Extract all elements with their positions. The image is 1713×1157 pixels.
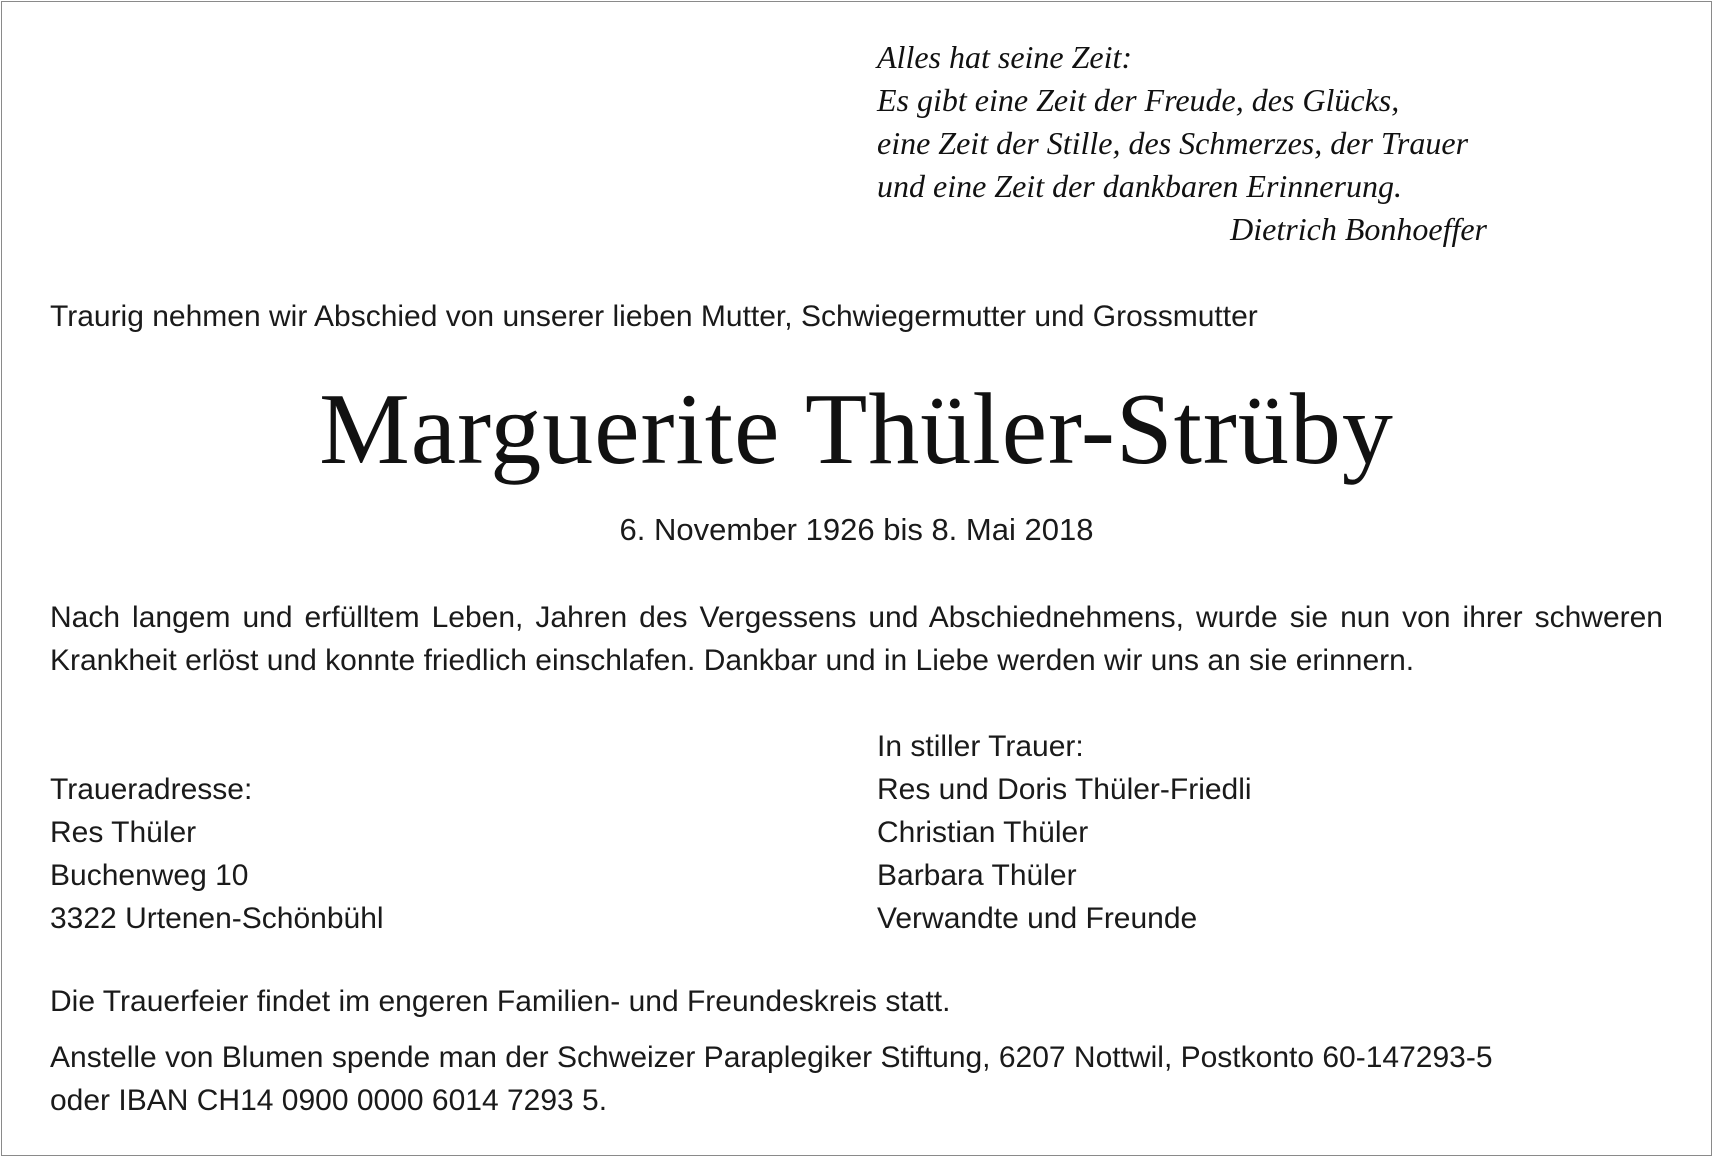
mourner-name: Verwandte und Freunde xyxy=(877,902,1198,935)
mourner-name: Christian Thüler xyxy=(877,816,1089,849)
mourner-name: Barbara Thüler xyxy=(877,859,1077,892)
donation-line: Anstelle von Blumen spende man der Schweizer Paraplegiker Stiftung, 6207 Nottwil, Postkonto 60-147293-5 xyxy=(50,1041,1493,1074)
mourning-address-block xyxy=(50,768,384,940)
address-line: Res Thüler xyxy=(50,816,197,849)
quote-line: eine Zeit der Stille, des Schmerzes, der Trauer xyxy=(877,125,1469,161)
intro-text: Traurig nehmen wir Abschied von unserer lieben Mutter, Schwiegermutter und Grossmutter xyxy=(50,300,1258,333)
quote-line: Alles hat seine Zeit: xyxy=(877,39,1133,75)
body-paragraph: Nach langem und erfülltem Leben, Jahren des Vergessens und Abschiednehmens, wurde sie nun von ihrer schweren Krankheit erlöst und konnte friedlich einschlafen. Dankbar und in Liebe werden wir uns an sie erinnern. xyxy=(50,601,1663,677)
quote-line: Es gibt eine Zeit der Freude, des Glücks, xyxy=(877,82,1400,118)
bonhoeffer-quote xyxy=(877,36,1517,251)
donation-line: oder IBAN CH14 0900 0000 6014 7293 5. xyxy=(50,1084,608,1117)
quote-author: Dietrich Bonhoeffer xyxy=(1230,211,1487,247)
life-dates: 6. November 1926 bis 8. Mai 2018 xyxy=(619,512,1094,547)
address-heading: Traueradresse: xyxy=(50,773,253,806)
quote-line: und eine Zeit der dankbaren Erinnerung. xyxy=(877,168,1402,204)
address-line: 3322 Urtenen-Schönbühl xyxy=(50,902,384,935)
donation-note xyxy=(50,1036,1670,1122)
mourner-name: Res und Doris Thüler-Friedli xyxy=(877,773,1252,806)
address-line: Buchenweg 10 xyxy=(50,859,249,892)
mourners-heading: In stiller Trauer: xyxy=(877,730,1084,763)
mourners-block xyxy=(877,725,1252,940)
deceased-name: Marguerite Thüler-Strüby xyxy=(319,373,1394,486)
ceremony-note: Die Trauerfeier findet im engeren Familien- und Freundeskreis statt. xyxy=(50,985,951,1018)
